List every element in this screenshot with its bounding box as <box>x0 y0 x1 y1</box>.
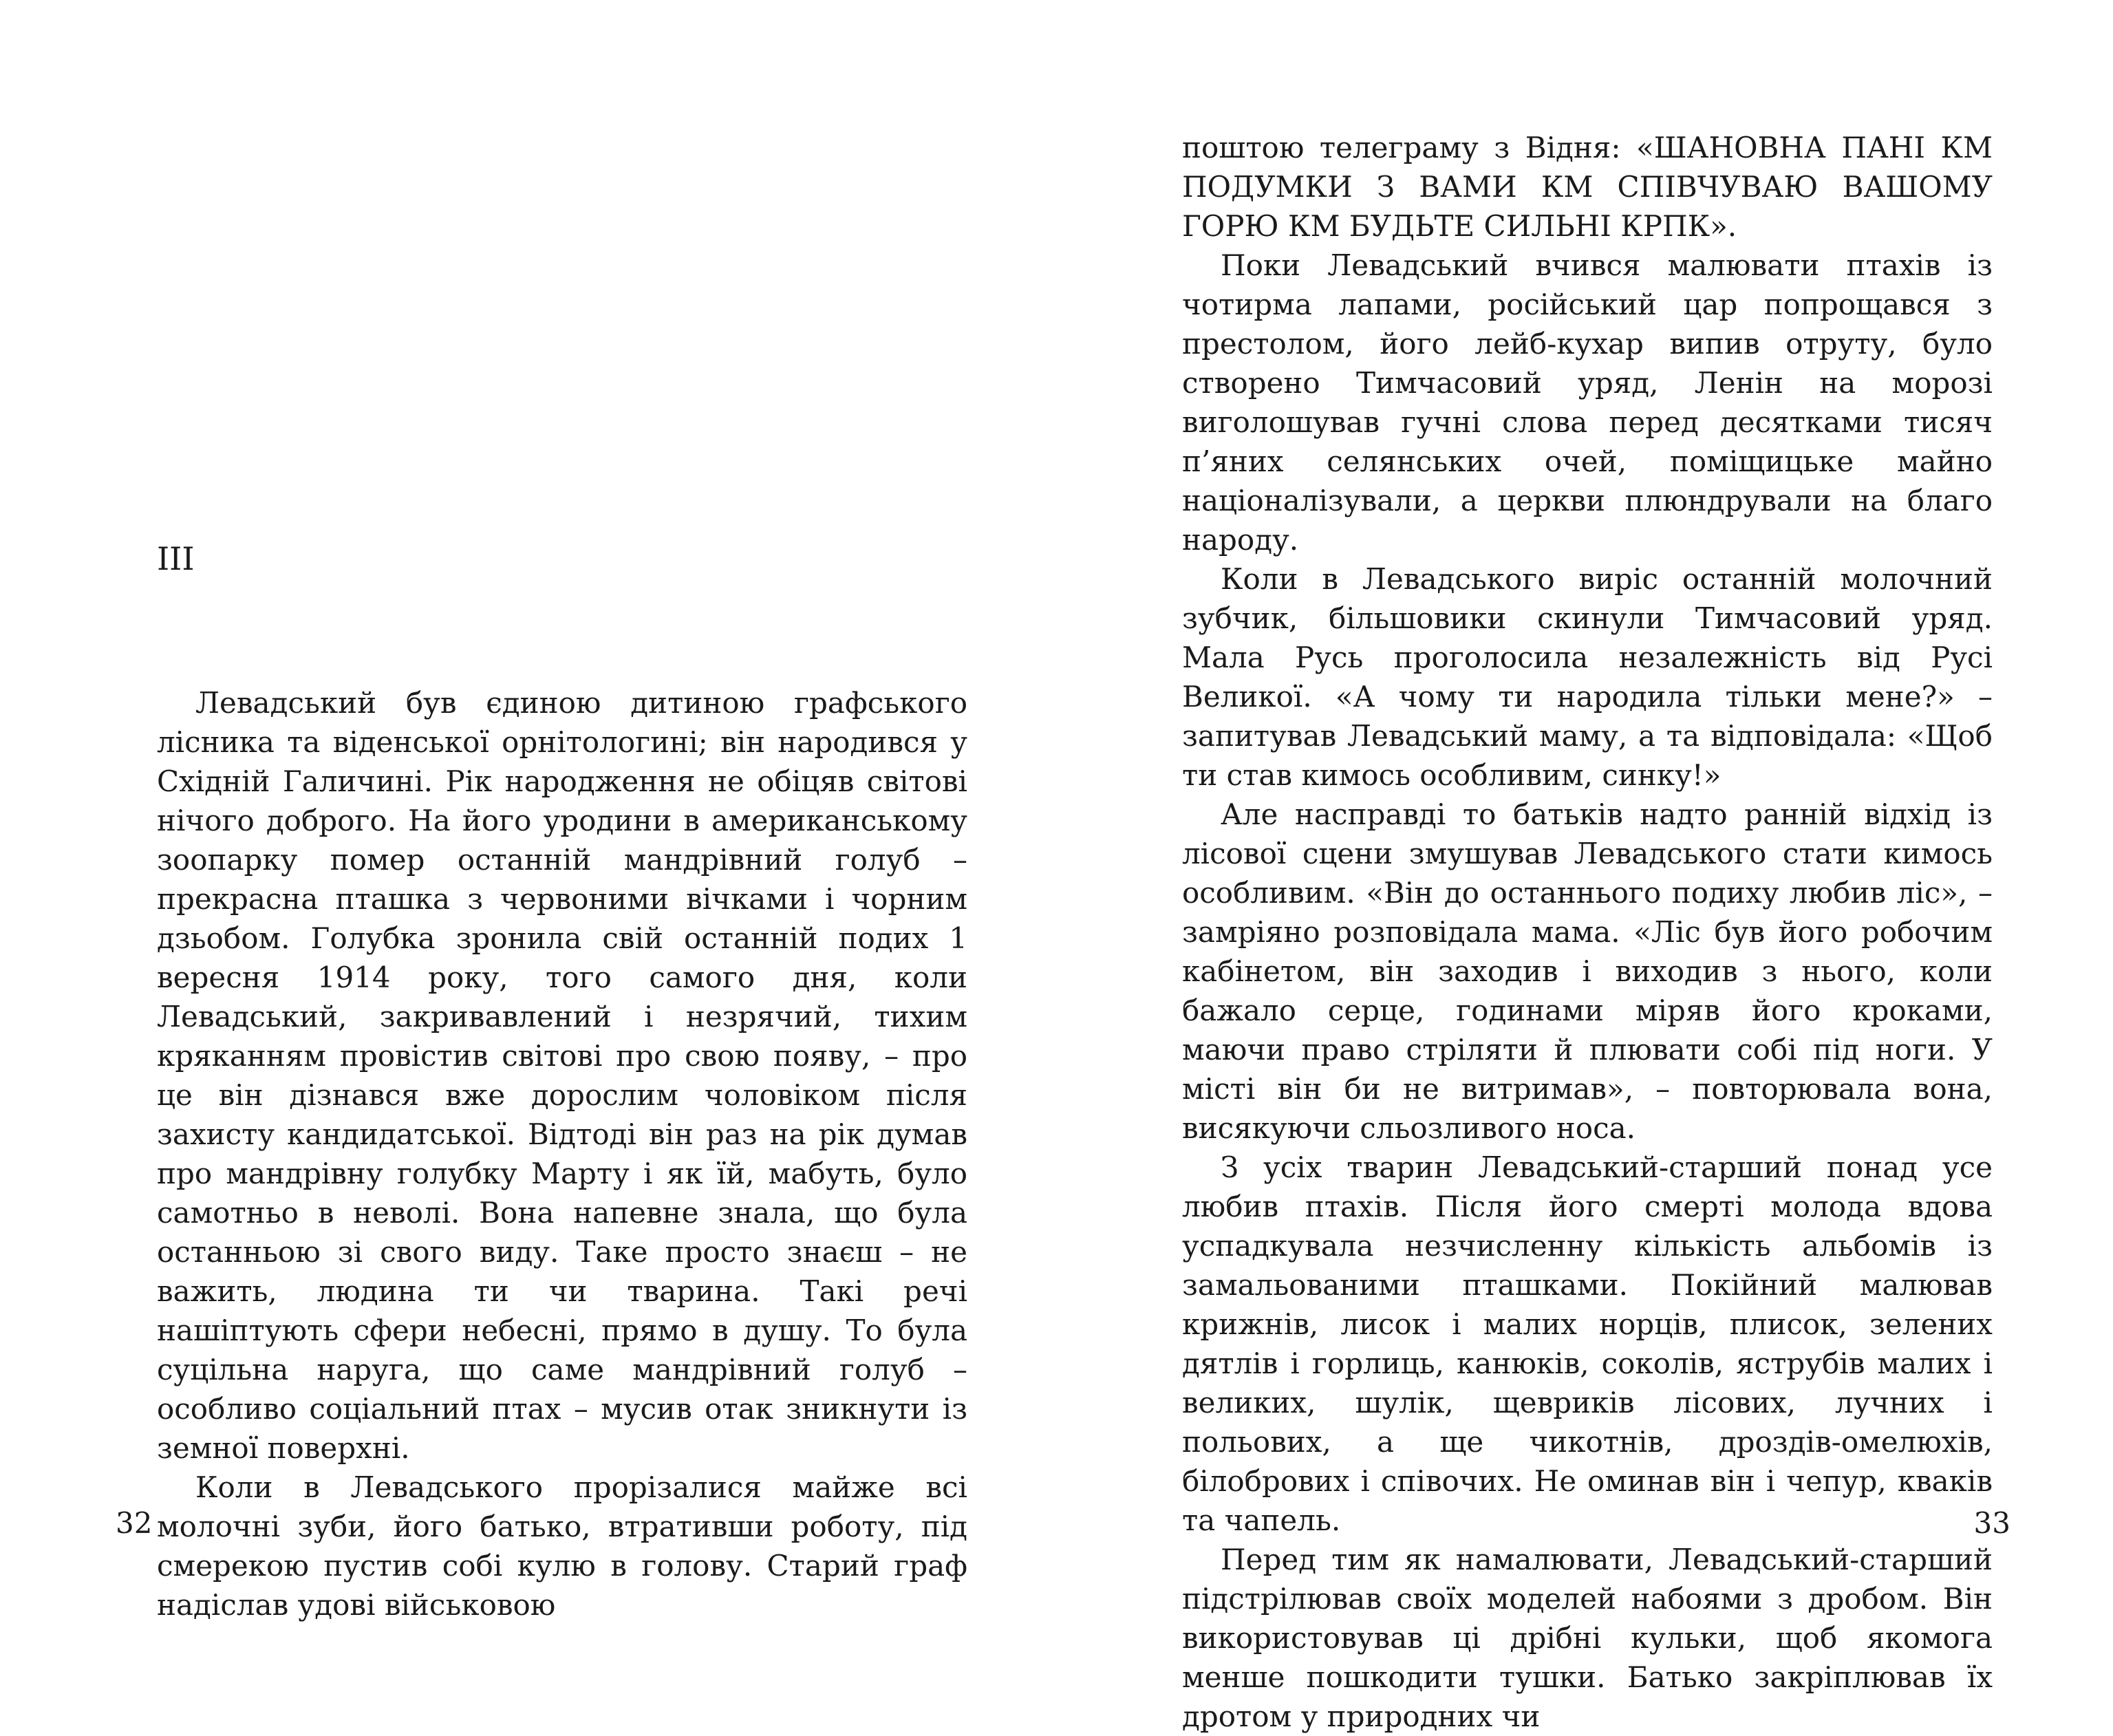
page-number-left: 32 <box>116 1506 153 1540</box>
paragraph: Поки Левадський вчився малювати птахів із чотирма лапами, російський цар попрощався з престолом, його лейб-кухар випив отруту, було створено Тимчасовий уряд, Ленін на морозі виголошував гучні слова перед десятками тисяч п’яних селянських очей, поміщицьке майно націоналізували, а церкви плюндрували на благо народу. <box>1182 248 1993 557</box>
paragraph: З усіх тварин Левадський-старший понад усе любив птахів. Після його смерті молода вдова успадкувала незчисленну кількість альбомів із замальованими пташками. Покійний малював крижнів, лисок і малих норців, плисок, зелених дятлів і горлиць, канюків, соколів, яструбів малих і великих, шулік, щевриків лісових, лучних і польових, а ще чикотнів, дроздів-омелюхів, білобрових і співочих. Не оминав він і чепур, кваків та чапель. <box>1182 1150 1993 1537</box>
right-page-text <box>1182 128 1993 1736</box>
paragraph: Перед тим як намалювати, Левадський-старший підстрілював своїх моделей набоями з дробом. Він використовував ці дрібні кульки, щоб якомога менше пошкодити тушки. Батько закріплював їх дротом у природних чи <box>1182 1543 1993 1733</box>
left-page-text <box>157 683 967 1625</box>
paragraph: Коли в Левадського виріс останній молочний зубчик, більшовики скинули Тимчасовий уряд. Мала Русь проголосила незалежність від Русі Великої. «А чому ти народила тільки мене?» – запитував Левадський маму, а та відповідала: «Щоб ти став кимось особливим, синку!» <box>1182 562 1993 792</box>
paragraph: Але насправді то батьків надто ранній відхід із лісової сцени змушував Левадського стати кимось особливим. «Він до останнього подиху любив ліс», – замріяно розповідала мама. «Ліс був його робочим кабінетом, він заходив і виходив з нього, коли бажало серце, годинами міряв його кроками, маючи право стріляти й плювати собі під ноги. У місті він би не витримав», – повторювала вона, висякуючи сльозливого носа. <box>1182 797 1993 1145</box>
right-page <box>1057 0 2113 1733</box>
left-page <box>0 0 1056 1626</box>
paragraph: Коли в Левадського прорізалися майже всі молочні зуби, його батько, втративши роботу, під смерекою пустив собі кулю в голову. Старий граф надіслав удові військовою <box>157 1470 967 1622</box>
paragraph: Левадський був єдиною дитиною графського лісника та віденської орнітологині; він народився у Східній Галичині. Рік народження не обіцяв світові нічого доброго. На його уродини в американському зоопарку помер останній мандрівний голуб – прекрасна пташка з червоними вічками і чорним дзьобом. Голубка зронила свій останній подих 1 вересня 1914 року, того самого дня, коли Левадський, закривавлений і незрячий, тихим кряканням провістив світові про свою появу, – про це він дізнався вже дорослим чоловіком після захисту кандидатської. Відтоді він раз на рік думав про мандрівну голубку Марту і як їй, мабуть, було самотньо в неволі. Вона напевне знала, що була останньою зі свого виду. Таке просто знаєш – не важить, людина ти чи тварина. Такі речі нашіптують сфери небесні, прямо в душу. То була суцільна наруга, що саме мандрівний голуб – особливо соціальний птах – мусив отак зникнути із земної поверхні. <box>157 686 967 1465</box>
continued-paragraph: поштою телеграму з Відня: «ШАНОВНА ПАНІ КМ ПОДУМКИ З ВАМИ КМ СПІВЧУВАЮ ВАШОМУ ГОРЮ КМ БУДЬТЕ СИЛЬНІ КРПК». <box>1182 131 1993 243</box>
page-number-right: 33 <box>1973 1506 2010 1540</box>
chapter-title: III <box>157 540 195 577</box>
